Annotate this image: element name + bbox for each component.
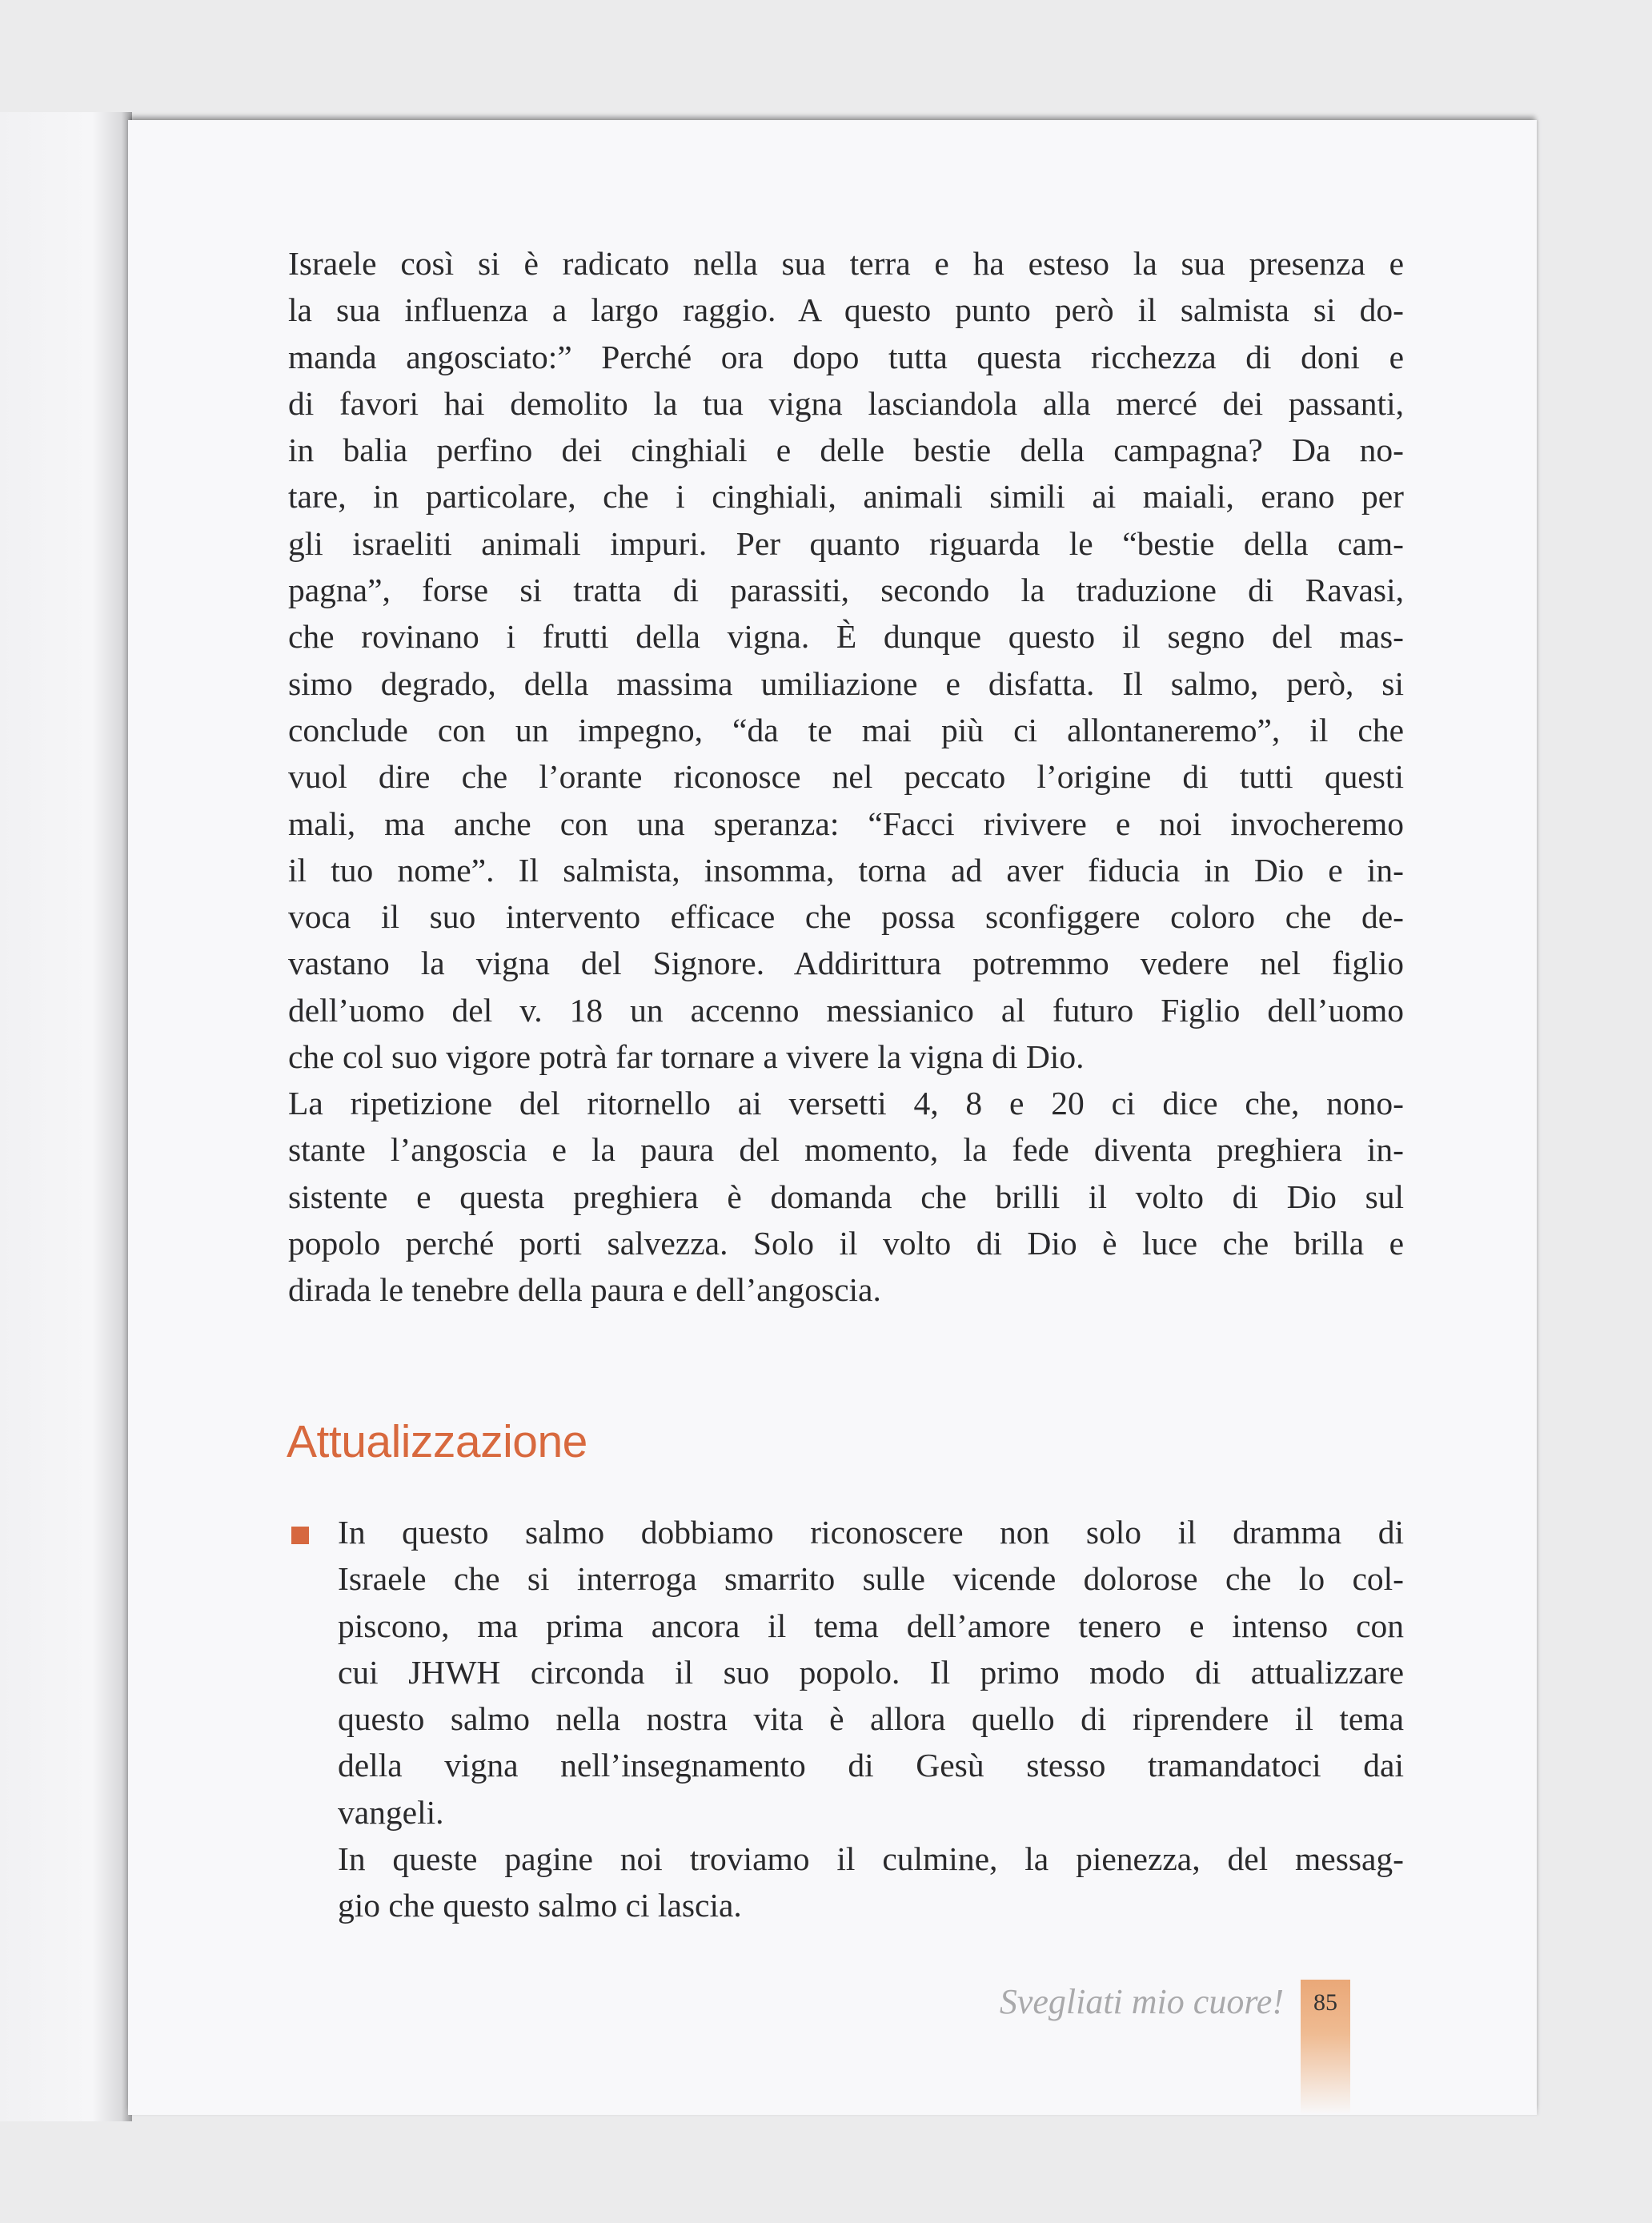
- text-line: mali, ma anche con una speranza: “Facci rivivere e noi invocheremo: [288, 805, 1404, 842]
- text-line: cui JHWH circonda il suo popolo. Il primo modo di attualizzare: [338, 1653, 1404, 1691]
- text-line: della vigna nell’insegnamento di Gesù stesso tramandatoci dai: [338, 1747, 1404, 1784]
- body-paragraph-1: [288, 240, 1404, 1080]
- text-line: voca il suo intervento efficace che possa sconfiggere coloro che de-: [288, 898, 1404, 936]
- page-number: 85: [1313, 1989, 1337, 2016]
- text-line: vastano la vigna del Signore. Addirittura potremmo vedere nel figlio: [288, 945, 1404, 982]
- bullet-square-icon: [291, 1527, 309, 1544]
- text-line: vuol dire che l’orante riconosce nel peccato l’origine di tutti questi: [288, 758, 1404, 796]
- text-line: tare, in particolare, che i cinghiali, animali simili ai maiali, erano per: [288, 478, 1404, 516]
- section-heading: Attualizzazione: [287, 1416, 587, 1467]
- text-line: simo degrado, della massima umiliazione e disfatta. Il salmo, però, si: [288, 664, 1404, 702]
- text-line: In questo salmo dobbiamo riconoscere non solo il dramma di: [338, 1514, 1404, 1551]
- text-line: piscono, ma prima ancora il tema dell’amore tenero e intenso con: [338, 1607, 1404, 1644]
- text-line: il tuo nome”. Il salmista, insomma, torna ad aver fiducia in Dio e in-: [288, 851, 1404, 889]
- text-line: In queste pagine noi troviamo il culmine, la pienezza, del messag-: [338, 1840, 1404, 1878]
- text-line: sistente e questa preghiera è domanda che brilli il volto di Dio sul: [288, 1178, 1404, 1215]
- text-line: popolo perché porti salvezza. Solo il volto di Dio è luce che brilla e: [288, 1224, 1404, 1262]
- page-number-tab: [1301, 1980, 1350, 2115]
- running-footer-title: Svegliati mio cuore!: [999, 1982, 1284, 2021]
- text-line: di favori hai demolito la tua vigna lasciandola alla mercé dei passanti,: [288, 384, 1404, 422]
- bullet-paragraph: [338, 1509, 1404, 1929]
- text-line: dirada le tenebre della paura e dell’angoscia.: [288, 1271, 881, 1309]
- text-line: questo salmo nella nostra vita è allora quello di riprendere il tema: [338, 1700, 1404, 1738]
- text-line: che col suo vigore potrà far tornare a vivere la vigna di Dio.: [288, 1038, 1085, 1076]
- text-line: gio che questo salmo ci lascia.: [338, 1887, 742, 1924]
- text-line: manda angosciato:” Perché ora dopo tutta questa ricchezza di doni e: [288, 338, 1404, 375]
- text-line: gli israeliti animali impuri. Per quanto riguarda le “bestie della cam-: [288, 524, 1404, 562]
- text-line: conclude con un impegno, “da te mai più ci allontaneremo”, il che: [288, 711, 1404, 748]
- text-line: vangeli.: [338, 1793, 444, 1831]
- text-line: dell’uomo del v. 18 un accenno messianico al futuro Figlio dell’uomo: [288, 991, 1404, 1029]
- body-paragraph-2: [288, 1080, 1404, 1313]
- text-line: Israele che si interroga smarrito sulle vicende dolorose che lo col-: [338, 1560, 1404, 1598]
- text-line: che rovinano i frutti della vigna. È dunque questo il segno del mas-: [288, 618, 1404, 656]
- text-line: pagna”, forse si tratta di parassiti, secondo la traduzione di Ravasi,: [288, 572, 1404, 609]
- text-line: in balia perfino dei cinghiali e delle bestie della campagna? Da no-: [288, 431, 1404, 469]
- text-line: la sua influenza a largo raggio. A questo punto però il salmista si do-: [288, 291, 1404, 329]
- left-page-edge: [0, 112, 132, 2121]
- text-line: Israele così si è radicato nella sua terra e ha esteso la sua presenza e: [288, 245, 1404, 282]
- text-line: La ripetizione del ritornello ai versetti 4, 8 e 20 ci dice che, nono-: [288, 1085, 1404, 1122]
- text-line: stante l’angoscia e la paura del momento, la fede diventa preghiera in-: [288, 1131, 1404, 1169]
